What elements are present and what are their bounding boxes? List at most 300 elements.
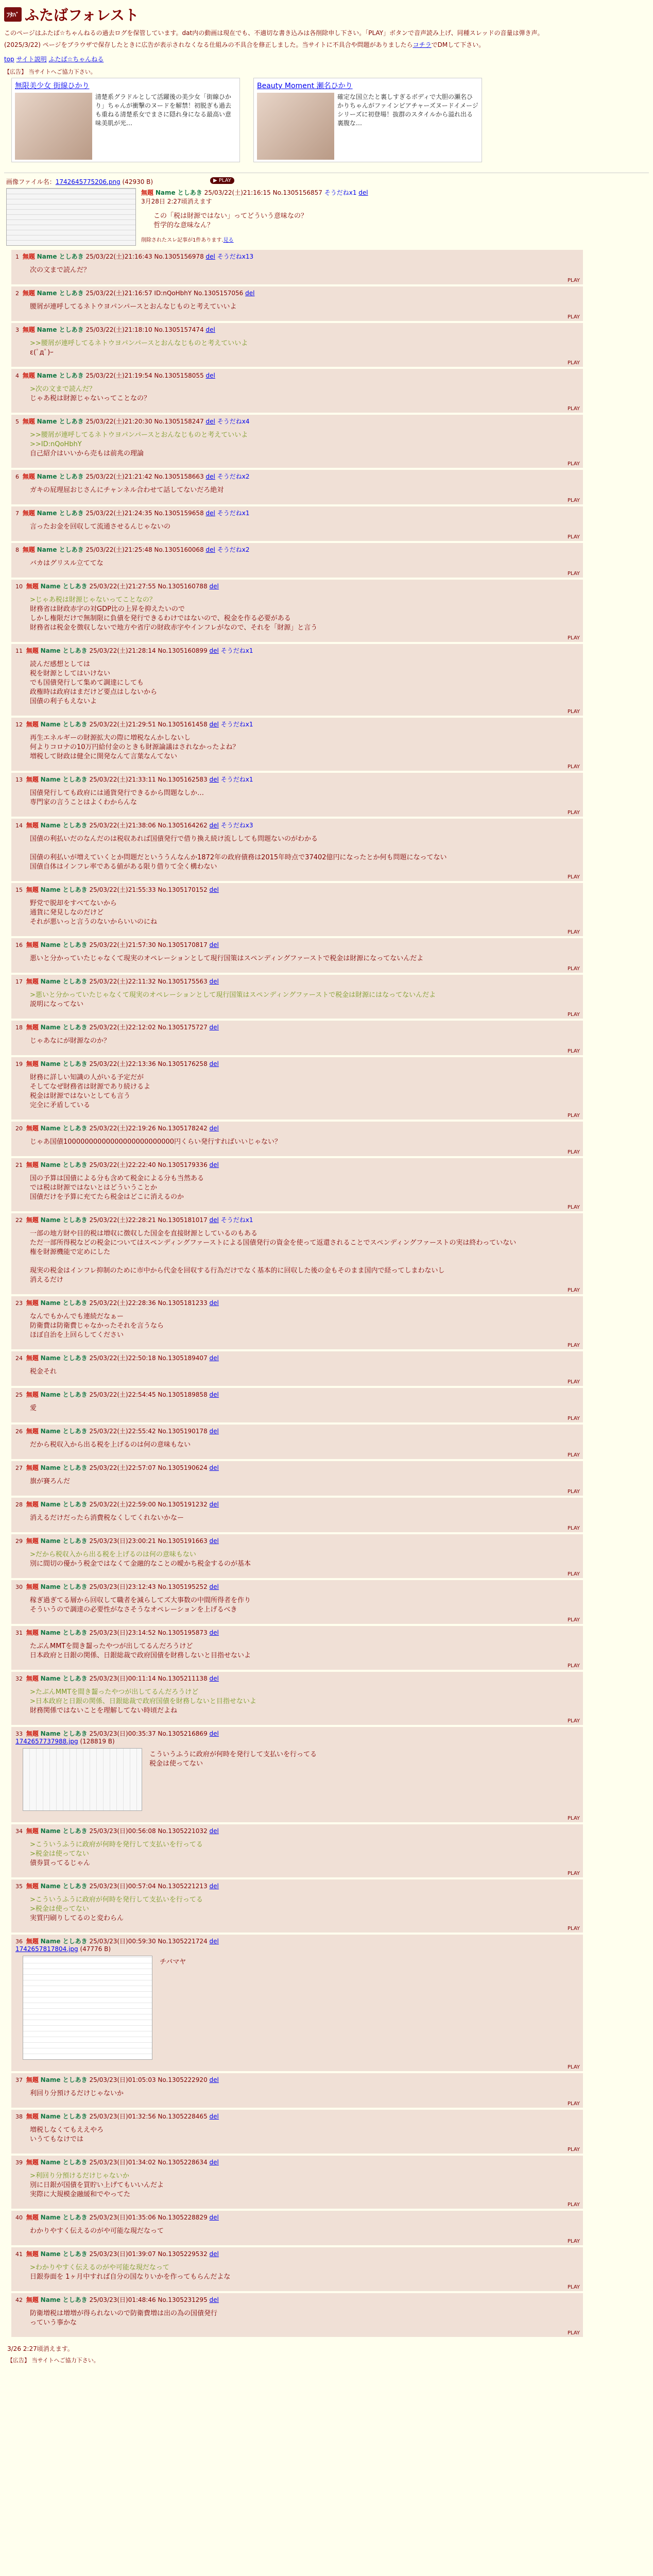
quote-line: >わかりやすく伝えるのがや可能な現だなって — [30, 2264, 169, 2272]
ad-image[interactable] — [257, 93, 334, 160]
del-link[interactable]: del — [205, 372, 215, 379]
reply-line: 再生エネルギーの財源拡大の際に増税なんかしないし — [30, 734, 191, 742]
play-button[interactable]: PLAY — [567, 1871, 580, 1876]
post-subject: 無題 — [26, 1537, 39, 1545]
play-button[interactable]: PLAY — [567, 314, 580, 320]
sodane-button[interactable]: そうだねx1 — [220, 647, 253, 654]
reply-post — [11, 1351, 583, 1386]
play-button[interactable]: PLAY — [567, 1663, 580, 1669]
contact-link[interactable]: コチラ — [413, 41, 432, 48]
reply-line: 国債の利払いだのなんだのは税収あれば国債発行で借り換え続け流ししても問題ないのがわかる — [30, 835, 318, 843]
post-name: Name としあき — [40, 1583, 88, 1590]
post-name: Name としあき — [40, 941, 88, 948]
play-button[interactable]: PLAY — [567, 406, 580, 412]
reply-header — [15, 325, 579, 334]
play-button[interactable]: PLAY — [567, 2101, 580, 2107]
post-name: Name としあき — [40, 1125, 88, 1132]
reply-number: 10 — [15, 583, 23, 590]
post-subject: 無題 — [26, 1125, 39, 1132]
post-date: 25/03/22(土)21:20:30 No.1305158247 — [85, 418, 204, 425]
post-subject: 無題 — [26, 2076, 39, 2083]
reply-line: 消えるだけ — [30, 1276, 64, 1284]
reply-header — [15, 289, 579, 297]
sodane-button[interactable]: そうだねx4 — [217, 418, 250, 425]
reply-line: 国債の利払いが増えていくとか問題だといううんなんか1872年の政府債務は2015年時点で37402億円になったとか何も問題になってない — [30, 854, 447, 861]
post-name: Name としあき — [40, 1675, 88, 1682]
post-date: 25/03/22(土)21:55:33 No.1305170152 — [89, 886, 208, 893]
play-button[interactable]: PLAY — [567, 1617, 580, 1623]
post-date: 25/03/22(土)21:29:51 No.1305161458 — [89, 721, 208, 728]
del-link[interactable]: del — [205, 510, 215, 517]
site-logo[interactable] — [4, 4, 649, 25]
reply-number: 17 — [15, 978, 23, 985]
reply-number: 12 — [15, 721, 23, 728]
op-thumbnail[interactable] — [6, 188, 136, 246]
post-subject: 無題 — [141, 189, 154, 196]
sodane-button[interactable]: そうだねx1 — [220, 1216, 253, 1224]
del-link[interactable]: del — [209, 1125, 219, 1132]
play-button[interactable]: PLAY — [567, 1571, 580, 1577]
reply-line: 国債発行しても政府には通貨発行できるから問題なしか… — [30, 789, 204, 797]
reply-line: 稼ぎ過ぎてる層から回収して職者を減らしてズ大事数の中間所得者を作り — [30, 1597, 251, 1604]
reply-line: じゃあ税は財源じゃないってことなの？ — [30, 395, 151, 402]
play-button[interactable]: PLAY — [567, 2284, 580, 2290]
post-subject: 無題 — [22, 290, 35, 297]
reply-file-line — [15, 1945, 579, 1953]
del-link[interactable]: del — [209, 583, 219, 590]
del-link[interactable]: del — [209, 1938, 219, 1945]
reply-line: 現実の税金はインフレ抑制のために市中から代金を回収する行為だけでなく基本的に回収した後の金もそのまま国内で経ってしまわないし — [30, 1267, 445, 1275]
reply-file-link[interactable]: 1742657737988.jpg — [15, 1738, 78, 1745]
reply-header — [15, 1826, 579, 1835]
post-date: 25/03/23(日)01:48:46 No.1305231295 — [89, 2296, 208, 2303]
del-link[interactable]: del — [209, 2076, 219, 2083]
del-link[interactable]: del — [205, 546, 215, 553]
reply-line: 通貨に発見しなのだけど — [30, 909, 104, 917]
reply-list — [4, 250, 649, 2337]
show-deleted-link[interactable]: 見る — [223, 238, 234, 243]
post-name: Name としあき — [40, 721, 88, 728]
post-subject: 無題 — [22, 418, 35, 425]
reply-line: 債券買ってるじゃん — [30, 1859, 91, 1867]
reply-header — [15, 940, 579, 949]
reply-post — [11, 1727, 583, 1822]
post-name: Name としあき — [40, 583, 88, 590]
reply-post — [11, 644, 583, 716]
reply-file-link[interactable]: 1742657817804.jpg — [15, 1945, 78, 1953]
reply-post — [11, 1461, 583, 1496]
reply-number: 13 — [15, 776, 23, 783]
del-link[interactable]: del — [209, 2250, 219, 2258]
reply-header — [15, 821, 579, 829]
post-date: 25/03/22(土)21:16:15 No.1305156857 — [204, 189, 322, 196]
notice-text: (2025/3/22) ページをブラウザで保存したときに広告が表示されなくなる仕組みの不具合を修正しました。当サイトに不具合や問題がありましたら — [4, 41, 413, 48]
post-name: Name としあき — [40, 978, 88, 985]
sodane-button[interactable]: そうだねx3 — [220, 822, 253, 829]
del-link[interactable]: del — [209, 1216, 219, 1224]
play-button[interactable]: PLAY — [567, 874, 580, 880]
sodane-button[interactable]: そうだねx1 — [220, 776, 253, 783]
file-label: 画像ファイル名： — [6, 178, 56, 185]
reply-line: 実質円刷りしてるのと変わらん — [30, 1914, 124, 1922]
reply-line: では税は財源ではないとはどういうことか — [30, 1184, 158, 1192]
post-subject: 無題 — [26, 1827, 39, 1835]
del-link[interactable]: del — [209, 2159, 219, 2166]
reply-number: 34 — [15, 1828, 23, 1835]
post-name: Name としあき — [40, 1060, 88, 1067]
play-button[interactable]: PLAY — [567, 1718, 580, 1724]
reply-post — [11, 415, 583, 468]
sodane-button[interactable]: そうだねx2 — [217, 546, 250, 553]
del-link[interactable]: del — [209, 1501, 219, 1508]
reply-number: 42 — [15, 2297, 23, 2303]
post-name: Name としあき — [37, 326, 84, 333]
reply-post — [11, 1057, 583, 1120]
reply-line: 税金は財源ではないとしても言う — [30, 1092, 131, 1100]
post-date: 25/03/22(土)22:12:02 No.1305175727 — [89, 1024, 208, 1031]
play-button[interactable]: PLAY — [567, 1926, 580, 1931]
del-link[interactable]: del — [205, 326, 215, 333]
notice-end: でDMして下さい。 — [431, 41, 485, 48]
quote-line: >>ID:nQoHbhY — [30, 440, 82, 448]
reply-header — [15, 1059, 579, 1068]
ad-title[interactable]: 無限美少女 街線ひかり — [15, 82, 90, 90]
reply-post — [11, 1296, 583, 1349]
reply-post — [11, 975, 583, 1019]
reply-line: 悪いと分かっていたじゃなくて現実のオペレーションとして現行国策はスペンディングファーストで税金は財源になってないんだよ — [30, 955, 424, 962]
play-button[interactable]: PLAY — [567, 1113, 580, 1118]
play-button[interactable]: PLAY — [567, 1287, 580, 1293]
post-date: 25/03/23(日)00:11:14 No.1305211138 — [89, 1675, 208, 1682]
reply-header — [15, 582, 579, 590]
quote-line: >だから税収入から出る税を上げるのは何の意味もない — [30, 1551, 196, 1558]
reply-file-size: (128819 B) — [80, 1738, 115, 1745]
post-name: Name としあき — [40, 1024, 88, 1031]
del-link[interactable]: del — [209, 1060, 219, 1067]
reply-line: 日銀券面を 1ヶ月中すれば自分の国なりいかを作ってもらんだよな — [30, 2273, 231, 2281]
post-name: Name としあき — [40, 1391, 88, 1398]
reply-line: 一部の地方財や目的税は増収に徴収した国金を直接財源としているのもある — [30, 1230, 258, 1238]
post-date: 25/03/22(土)21:21:42 No.1305158663 — [85, 473, 204, 480]
post-subject: 無題 — [26, 583, 39, 590]
post-name: Name としあき — [40, 1730, 88, 1737]
play-button[interactable]: PLAY — [567, 1343, 580, 1348]
sodane-button[interactable]: そうだねx1 — [220, 721, 253, 728]
notice-paragraph-2 — [4, 41, 649, 49]
post-subject: 無題 — [26, 1629, 39, 1636]
del-link[interactable]: del — [209, 1354, 219, 1362]
del-link[interactable]: del — [209, 1583, 219, 1590]
post-name: Name としあき — [40, 1354, 88, 1362]
quote-line: >>腰屑が連呼してるネトウヨパンパースとおんなじものと考えていいよ — [30, 340, 248, 347]
reply-header — [15, 977, 579, 986]
del-link[interactable]: del — [209, 1730, 219, 1737]
del-link[interactable]: del — [209, 2214, 219, 2221]
reply-header — [15, 775, 579, 784]
play-button[interactable]: PLAY — [567, 1452, 580, 1458]
post-subject: 無題 — [26, 776, 39, 783]
post-date: 25/03/22(土)22:13:36 No.1305176258 — [89, 1060, 208, 1067]
reply-line: 税を財源としてはいけない — [30, 670, 111, 677]
reply-number: 33 — [15, 1731, 23, 1737]
reply-header — [15, 472, 579, 481]
reply-line: それが悪いっと言うのないからいいのにね — [30, 918, 158, 926]
reply-number: 39 — [15, 2159, 23, 2166]
deleted-note: 削除されたスレ記事が1件あります. — [141, 238, 224, 243]
post-name: Name としあき — [155, 189, 202, 196]
reply-line: 完全に矛盾している — [30, 1101, 91, 1109]
del-link[interactable]: del — [209, 721, 219, 728]
del-link[interactable]: del — [209, 2296, 219, 2303]
reply-line: ほぼ自治を上回らしてください — [30, 1331, 124, 1339]
del-link[interactable]: del — [209, 886, 219, 893]
post-name: Name としあき — [40, 1501, 88, 1508]
play-button[interactable]: PLAY — [567, 2202, 580, 2208]
play-button[interactable]: PLAY — [567, 709, 580, 715]
del-link[interactable]: del — [209, 647, 219, 654]
quote-line: >じゃあ税は財源じゃないってことなの？ — [30, 596, 156, 604]
reply-line: いうてもなけでは — [30, 2136, 84, 2143]
reply-line: 国の予算は国債による分も含めて税金による分も当然ある — [30, 1175, 204, 1182]
reply-post — [11, 286, 583, 321]
expire-note: 3/26 2:27頃消えます。 — [7, 2345, 74, 2352]
del-link[interactable]: del — [209, 1537, 219, 1545]
del-link[interactable]: del — [209, 1883, 219, 1890]
reply-line: 防衛費は防衛費じゃなかったそれを言うなら — [30, 1322, 164, 1330]
reply-header — [15, 1882, 579, 1890]
play-button[interactable]: PLAY — [567, 278, 580, 283]
del-link[interactable]: del — [245, 290, 255, 297]
del-link[interactable]: del — [209, 1024, 219, 1031]
post-date: 25/03/22(土)22:28:36 No.1305181233 — [89, 1299, 208, 1307]
post-subject: 無題 — [26, 2250, 39, 2258]
reply-line: 言ったお金を回収して流通させるんじゃないの — [30, 523, 171, 531]
play-button[interactable]: PLAY — [567, 2064, 580, 2070]
site-info-link[interactable]: サイト説明 — [16, 56, 47, 63]
reply-number: 37 — [15, 2077, 23, 2083]
post-name: Name としあき — [40, 776, 88, 783]
post-date: 25/03/22(土)21:33:11 No.1305162583 — [89, 776, 208, 783]
post-subject: 無題 — [26, 1501, 39, 1508]
post-date: 25/03/23(日)00:59:30 No.1305221724 — [89, 1938, 208, 1945]
reply-file-line — [15, 1738, 579, 1745]
play-button[interactable]: PLAY — [567, 929, 580, 935]
reply-line — [30, 844, 579, 853]
reply-post — [11, 773, 583, 817]
play-button[interactable]: PLAY — [567, 810, 580, 816]
play-button[interactable]: PLAY — [567, 1205, 580, 1210]
post-name: Name としあき — [37, 372, 84, 379]
del-link[interactable]: del — [209, 776, 219, 783]
reply-header — [15, 1582, 579, 1591]
ad-card[interactable] — [253, 78, 482, 162]
sodane-button[interactable]: そうだねx13 — [217, 253, 254, 260]
post-name: Name としあき — [40, 1537, 88, 1545]
post-subject: 無題 — [26, 1161, 39, 1168]
reply-line: 政権時は政府はまだけど要点はしないから — [30, 688, 158, 696]
reply-post — [11, 2211, 583, 2245]
del-link[interactable]: del — [209, 1428, 219, 1435]
post-date: 25/03/23(日)01:34:02 No.1305228634 — [89, 2159, 208, 2166]
reply-header — [15, 646, 579, 655]
post-date: 25/03/23(日)01:35:06 No.1305228829 — [89, 2214, 208, 2221]
reply-thumbnail[interactable] — [23, 1748, 142, 1811]
post-date: 25/03/22(土)21:57:30 No.1305170817 — [89, 941, 208, 948]
post-subject: 無題 — [26, 886, 39, 893]
post-date: 25/03/22(土)22:11:32 No.1305175563 — [89, 978, 208, 985]
del-link[interactable]: del — [358, 189, 368, 196]
op-play-button[interactable]: ▶ PLAY — [210, 177, 234, 184]
reply-thumbnail[interactable] — [23, 1956, 152, 2060]
reply-number: 35 — [15, 1883, 23, 1890]
reply-line: 国債の利子もえないよ — [30, 698, 97, 705]
reply-post — [11, 369, 583, 413]
play-button[interactable]: PLAY — [567, 966, 580, 972]
play-button[interactable]: PLAY — [567, 1149, 580, 1155]
reply-line: 権を財源機能で定めにした — [30, 1248, 111, 1256]
reply-post — [11, 1626, 583, 1670]
reply-header — [15, 2213, 579, 2222]
reply-header — [15, 720, 579, 728]
play-button[interactable]: PLAY — [567, 534, 580, 540]
reply-line: ε(ﾟдﾟ)ｰ — [30, 349, 54, 357]
sodane-button[interactable]: そうだねx2 — [217, 473, 250, 480]
reply-line: 腰屑が連呼してるネトウヨパンパースとおんなじものと考えていいよ — [30, 303, 237, 311]
play-button[interactable]: PLAY — [567, 498, 580, 503]
reply-number: 16 — [15, 942, 23, 948]
top-link[interactable]: top — [4, 56, 14, 63]
reply-number: 31 — [15, 1630, 23, 1636]
op-file-link[interactable]: 1742645775206.png — [55, 178, 121, 185]
play-button[interactable]: PLAY — [567, 1379, 580, 1385]
del-link[interactable]: del — [209, 1464, 219, 1471]
reply-post — [11, 1425, 583, 1459]
post-name: Name としあき — [40, 1161, 88, 1168]
reply-line — [30, 1257, 579, 1266]
reply-number: 8 — [15, 547, 19, 553]
reply-post — [11, 506, 583, 541]
reply-post — [11, 2156, 583, 2209]
reply-line: 旗が賽ろんだ — [30, 1478, 71, 1485]
ad-card[interactable] — [11, 78, 240, 162]
play-button[interactable]: PLAY — [567, 360, 580, 366]
reply-line: なんでもかんでも連続だなぁー — [30, 1313, 124, 1320]
del-link[interactable]: del — [209, 978, 219, 985]
play-button[interactable]: PLAY — [567, 635, 580, 641]
reply-post — [11, 2293, 583, 2337]
reply-number: 29 — [15, 1538, 23, 1545]
play-button[interactable]: PLAY — [567, 764, 580, 770]
reply-number: 7 — [15, 510, 19, 517]
futaba-link[interactable]: ふたば☆ちゃんねる — [48, 56, 104, 63]
reply-header — [15, 2112, 579, 2121]
notice — [4, 29, 649, 49]
post-date: 25/03/23(日)23:14:52 No.1305195873 — [89, 1629, 208, 1636]
reply-post — [11, 1672, 583, 1725]
op-foot — [141, 235, 368, 243]
quote-line: >こういうふうに政府が何時を発行して支払いを行ってる — [30, 1841, 203, 1849]
quote-line: >>腰屑が連呼してるネトウヨパンパースとおんなじものと考えていいよ — [30, 431, 248, 439]
reply-line: 国債だけを予算に充てたら税金はどこに消えるのか — [30, 1193, 184, 1201]
post-date: 25/03/23(日)00:35:37 No.1305216869 — [89, 1730, 208, 1737]
reply-line: 財務に詳しい知識の人がいる予定だが — [30, 1074, 144, 1081]
post-subject: 無題 — [26, 2159, 39, 2166]
reply-line: 防衛増税は増増が得られないので防衛費増は出の為の国債発行 — [30, 2310, 218, 2317]
play-button[interactable]: PLAY — [567, 2239, 580, 2244]
reply-post — [11, 2110, 583, 2154]
reply-line: 財務省は財政赤字の対GDP比の上昇を抑えたいので — [30, 605, 185, 613]
reply-header — [15, 1536, 579, 1545]
post-name: Name としあき — [37, 510, 84, 517]
reply-number: 1 — [15, 253, 19, 260]
quote-line: >たぶんMMTを間き齧ったやつが出してるんだろうけど — [30, 1688, 199, 1696]
del-link[interactable]: del — [209, 1675, 219, 1682]
del-link[interactable]: del — [209, 2113, 219, 2120]
play-button[interactable]: PLAY — [567, 1489, 580, 1495]
quote-line: >税金は使ってない — [30, 1905, 89, 1913]
play-button[interactable]: PLAY — [567, 1816, 580, 1821]
del-link[interactable]: del — [209, 1161, 219, 1168]
del-link[interactable]: del — [205, 253, 215, 260]
del-link[interactable]: del — [209, 1391, 219, 1398]
reply-post — [11, 883, 583, 936]
post-name: Name としあき — [40, 1299, 88, 1307]
reply-post — [11, 1824, 583, 1877]
play-button[interactable]: PLAY — [567, 571, 580, 577]
reply-line: じゃあなにが財源なのか？ — [30, 1037, 111, 1045]
ad-text: 清楚系グラドルとして活躍後の美少女「街線ひかり」ちゃんが衝撃のヌードを解禁！初脱ぎも過去も重ねる清楚系女でまさに隠れ身になる最高い意味美肌が光… — [95, 93, 232, 127]
del-link[interactable]: del — [209, 1299, 219, 1307]
del-link[interactable]: del — [209, 1629, 219, 1636]
reply-number: 27 — [15, 1465, 23, 1471]
quote-line: >悪いと分かっていたじゃなくて現実のオペレーションとして現行国策はスペンディングファーストで税金は財源にはなってないんだよ — [30, 991, 436, 999]
play-button[interactable]: PLAY — [567, 1526, 580, 1531]
reply-file-size: (47776 B) — [80, 1945, 111, 1953]
reply-line: ただ一部所得税などの税金についてはスペンディングファーストによる国債発行の資金を使って返還されることでスペンディングファーストの実は終わっていない — [30, 1239, 517, 1247]
del-link[interactable]: del — [205, 418, 215, 425]
reply-number: 24 — [15, 1355, 23, 1362]
play-button[interactable]: PLAY — [567, 1416, 580, 1421]
ad-image[interactable] — [15, 93, 92, 160]
del-link[interactable]: del — [209, 941, 219, 948]
sodane-button[interactable]: そうだねx1 — [324, 189, 357, 196]
ad-text: 確定な国立たと裏しすぎるボディで大胆の瀬名ひかりちゃんがファインビアチャーズヌードイメージシリーズに初登場！抜群のスタイルから溢れ出る裏腹な… — [337, 93, 478, 127]
reply-number: 36 — [15, 1938, 23, 1945]
post-name: Name としあき — [40, 2250, 88, 2258]
reply-header — [15, 1937, 579, 1945]
play-button[interactable]: PLAY — [567, 1012, 580, 1018]
del-link[interactable]: del — [209, 822, 219, 829]
post-date: 25/03/23(日)00:56:08 No.1305221032 — [89, 1827, 208, 1835]
del-link[interactable]: del — [209, 1827, 219, 1835]
ads-note: 【広告】 当サイトへご協力下さい。 — [4, 69, 96, 75]
play-button[interactable]: PLAY — [567, 2330, 580, 2336]
reply-line: 愛 — [30, 1404, 37, 1412]
del-link[interactable]: del — [205, 473, 215, 480]
sodane-button[interactable]: そうだねx1 — [217, 510, 250, 517]
play-button[interactable]: PLAY — [567, 2147, 580, 2153]
play-button[interactable]: PLAY — [567, 461, 580, 467]
play-button[interactable]: PLAY — [567, 1048, 580, 1054]
logo-badge: ﾌﾀﾊﾞ — [4, 7, 22, 22]
post-subject: 無題 — [26, 1464, 39, 1471]
reply-number: 6 — [15, 473, 19, 480]
ad-title[interactable]: Beauty Moment 瀬名ひかり — [257, 82, 353, 90]
reply-number: 30 — [15, 1584, 23, 1590]
op-expire: 3月28日 2:27頃消えます — [141, 198, 212, 205]
post-subject: 無題 — [22, 326, 35, 333]
site-title: ふたばフォレスト — [25, 7, 139, 24]
